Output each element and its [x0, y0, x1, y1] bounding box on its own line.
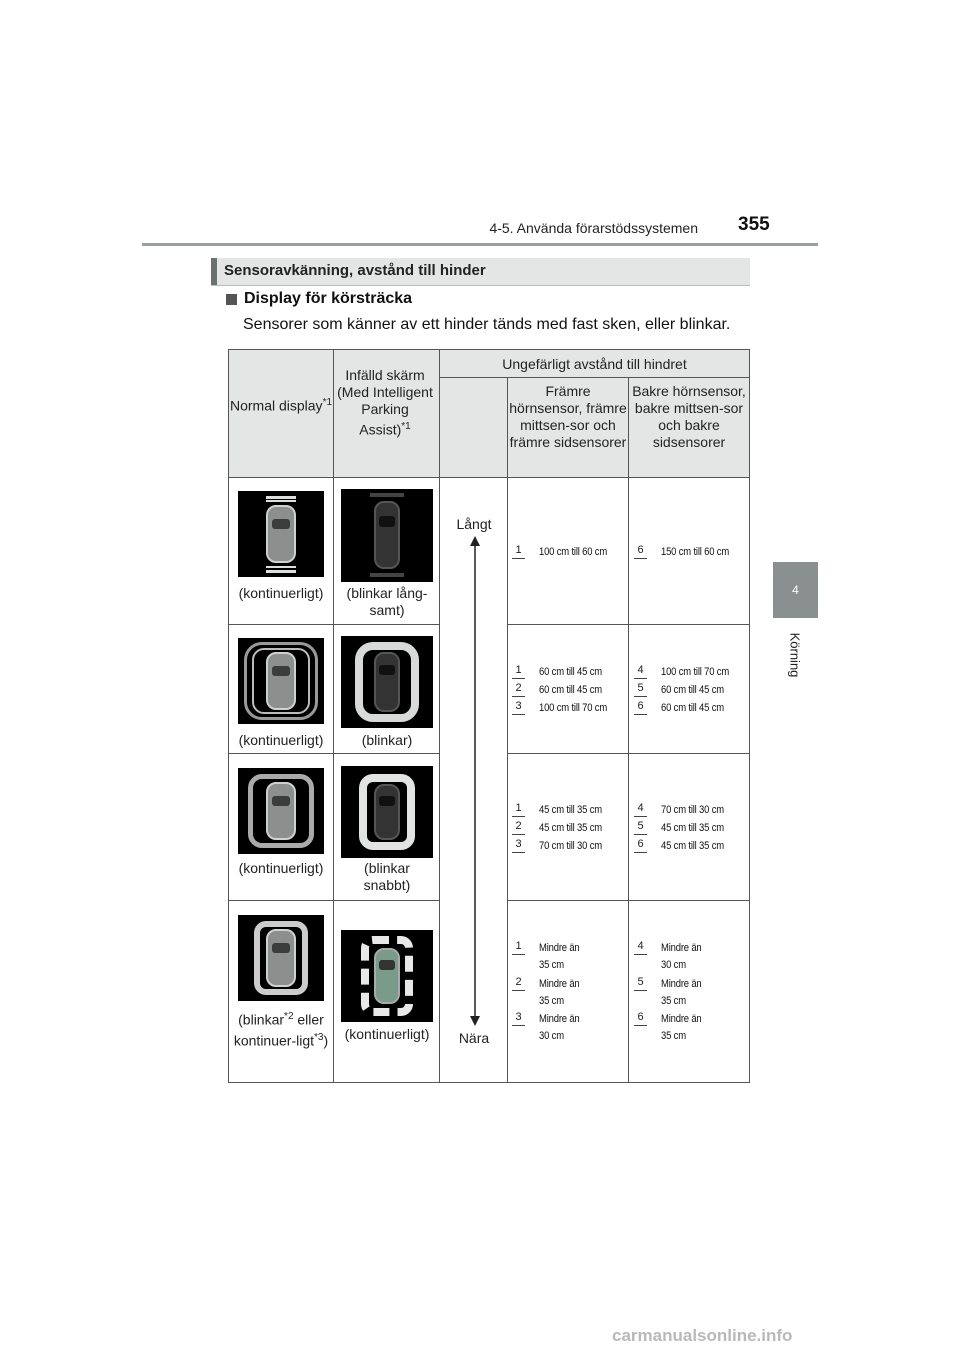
distance-value: 100 cm till 70 cm	[539, 702, 608, 714]
sensor-number: 1	[512, 664, 525, 679]
grid-line	[507, 753, 749, 754]
normal-caption: (kontinuerligt)	[238, 732, 324, 748]
distance-value: 30 cm	[661, 959, 686, 971]
caption-part: )	[323, 1032, 329, 1049]
col-inset-display-label: Infälld skärm (Med Intelligent Parking Assist)	[337, 367, 433, 438]
sensor-number: 2	[512, 976, 525, 991]
grid-line	[333, 350, 334, 1082]
col-normal-display-label: Normal display	[229, 397, 323, 414]
distance-value: 35 cm	[539, 959, 564, 971]
sensor-number: 3	[512, 838, 525, 853]
sensor-number: 2	[512, 820, 525, 835]
inset-display-image-mid	[341, 636, 433, 728]
distance-value: 70 cm till 30 cm	[661, 804, 724, 816]
normal-caption	[229, 1008, 333, 1049]
normal-caption: (kontinuerligt)	[238, 585, 324, 601]
distance-value: Mindre än	[539, 978, 580, 990]
normal-display-image-far	[238, 491, 324, 577]
inset-caption: (blinkar)	[361, 732, 413, 748]
distance-arrow-icon	[465, 536, 485, 1026]
car-window	[379, 960, 394, 969]
distance-header: Ungefärligt avstånd till hindret	[502, 356, 687, 372]
grid-line	[229, 477, 749, 478]
sensor-segment	[370, 493, 404, 497]
sensor-segment	[266, 570, 296, 573]
section-heading-text: Sensoravkänning, avstånd till hinder	[224, 262, 486, 279]
distance-value: 35 cm	[661, 995, 686, 1007]
distance-value: 60 cm till 45 cm	[539, 684, 602, 696]
sensor-distance-table	[228, 349, 750, 1083]
distance-value: Mindre än	[661, 978, 702, 990]
far-label: Långt	[456, 516, 492, 532]
distance-value: 45 cm till 35 cm	[539, 804, 602, 816]
sensor-number: 6	[634, 700, 647, 715]
sensor-segment	[266, 566, 296, 568]
near-label: Nära	[458, 1030, 490, 1046]
car-window	[272, 519, 290, 529]
sensor-segment	[266, 500, 296, 502]
car-window	[379, 665, 394, 675]
caption-part: eller kontinuer-ligt	[233, 1011, 324, 1049]
distance-value: 70 cm till 30 cm	[539, 840, 602, 852]
sensor-number: 1	[512, 544, 525, 559]
running-header-title: 4-5. Använda förarstödssystemen	[489, 220, 698, 236]
sensor-number: 6	[634, 1011, 647, 1026]
normal-display-image-close	[238, 768, 324, 854]
col-normal-display-header	[229, 394, 333, 415]
car-icon	[374, 948, 400, 1004]
front-sensors-header: Främre hörnsensor, främre mittsen-sor och främre sidsensorer	[509, 383, 627, 450]
footnote-ref: *1	[322, 397, 333, 408]
distance-value: 150 cm till 60 cm	[661, 546, 730, 558]
sensor-number: 3	[512, 700, 525, 715]
sensor-number: 4	[634, 940, 647, 955]
sensor-segment	[266, 496, 296, 499]
distance-value: Mindre än	[661, 1013, 702, 1025]
header-rule	[142, 243, 818, 246]
distance-value: 45 cm till 35 cm	[661, 840, 724, 852]
section-heading-accent	[211, 258, 217, 285]
inset-display-image-closest	[341, 930, 433, 1022]
car-icon	[266, 505, 296, 563]
distance-value: 30 cm	[539, 1030, 564, 1042]
grid-line	[439, 377, 749, 378]
normal-display-image-mid	[238, 638, 324, 724]
distance-value: 60 cm till 45 cm	[539, 666, 602, 678]
distance-value: 35 cm	[661, 1030, 686, 1042]
section-heading	[211, 258, 750, 286]
sensor-ring	[248, 774, 314, 848]
car-icon	[374, 652, 400, 712]
watermark[interactable]: carmanualsonline.info	[612, 1326, 793, 1345]
grid-line	[229, 753, 439, 754]
grid-line	[507, 377, 508, 1082]
col-inset-display-header	[337, 367, 433, 439]
sensor-number: 3	[512, 1011, 525, 1026]
chapter-tab-label	[772, 625, 818, 685]
distance-value: 60 cm till 45 cm	[661, 684, 724, 696]
distance-value: 35 cm	[539, 995, 564, 1007]
sensor-segment	[370, 573, 404, 577]
distance-value: Mindre än	[661, 942, 702, 954]
grid-line	[628, 377, 629, 1082]
distance-value: 100 cm till 60 cm	[539, 546, 608, 558]
distance-value: 45 cm till 35 cm	[661, 822, 724, 834]
distance-value: 60 cm till 45 cm	[661, 702, 724, 714]
sensor-number: 5	[634, 820, 647, 835]
normal-caption: (kontinuerligt)	[238, 860, 324, 876]
grid-line	[507, 900, 749, 901]
normal-display-image-closest	[238, 915, 324, 1001]
inset-display-image-close	[341, 766, 433, 858]
distance-value: 45 cm till 35 cm	[539, 822, 602, 834]
footnote-ref: *2	[284, 1011, 294, 1022]
inset-caption: (blinkar snabbt)	[363, 860, 411, 893]
chapter-label-text: Körning	[787, 632, 803, 678]
sensor-number: 6	[634, 544, 647, 559]
inset-caption: (blinkar lång-samt)	[346, 585, 428, 618]
chapter-tab[interactable]: 4	[773, 562, 818, 618]
sensor-number: 1	[512, 802, 525, 817]
distance-value: 100 cm till 70 cm	[661, 666, 730, 678]
sensor-number: 4	[634, 802, 647, 817]
inset-caption: (kontinuerligt)	[344, 1026, 430, 1042]
sensor-number: 5	[634, 976, 647, 991]
page-number: 355	[738, 214, 770, 235]
footnote-ref: *3	[314, 1031, 324, 1043]
grid-line	[439, 350, 440, 1082]
car-icon	[374, 501, 400, 569]
distance-value: Mindre än	[539, 942, 580, 954]
rear-sensors-header: Bakre hörnsensor, bakre mittsen-sor och bakre sidsensorer	[632, 383, 746, 450]
car-icon	[374, 784, 400, 840]
subsection-bullet-icon	[226, 294, 237, 305]
car-window	[379, 516, 394, 528]
caption-part: (blinkar	[238, 1011, 285, 1028]
car-window	[379, 796, 394, 805]
subsection-description: Sensorer som känner av ett hinder tänds med fast sken, eller blinkar.	[243, 316, 731, 333]
grid-line	[229, 624, 439, 625]
grid-line	[229, 900, 439, 901]
grid-line	[507, 624, 749, 625]
subsection-title: Display för körsträcka	[244, 290, 413, 307]
sensor-number: 5	[634, 682, 647, 697]
footnote-ref: *1	[401, 421, 411, 432]
sensor-number: 6	[634, 838, 647, 853]
sensor-number: 1	[512, 940, 525, 955]
sensor-ring	[252, 648, 310, 714]
sensor-ring	[254, 921, 308, 995]
distance-value: Mindre än	[539, 1013, 580, 1025]
inset-display-image-far	[341, 489, 433, 582]
sensor-number: 4	[634, 664, 647, 679]
sensor-number: 2	[512, 682, 525, 697]
